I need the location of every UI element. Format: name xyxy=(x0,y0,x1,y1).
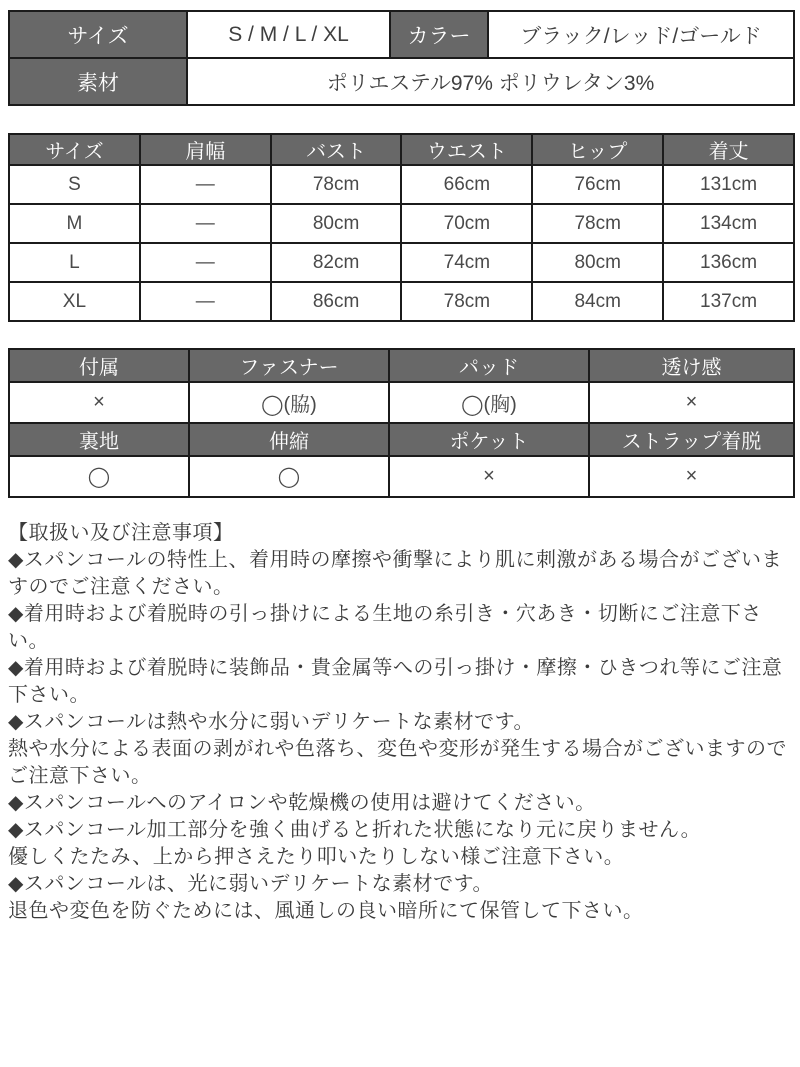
feature-header: ポケット xyxy=(389,423,589,456)
bust-cell: 80cm xyxy=(271,204,402,243)
spec-color-header: カラー xyxy=(390,11,488,58)
size-chart-col-header: ヒップ xyxy=(532,134,663,165)
table-row xyxy=(9,204,794,243)
spec-color-value: ブラック/レッド/ゴールド xyxy=(488,11,794,58)
waist-cell: 70cm xyxy=(401,204,532,243)
feature-value: × xyxy=(9,382,189,423)
hip-cell: 84cm xyxy=(532,282,663,321)
shoulder-cell: — xyxy=(140,282,271,321)
feature-header: ファスナー xyxy=(189,349,389,382)
care-note-line: ◆スパンコールは熱や水分に弱いデリケートな素材です。 xyxy=(8,711,534,733)
care-note-line: ◆着用時および着脱時に装飾品・貴金属等への引っ掛け・摩擦・ひきつれ等にご注意下さい。 xyxy=(8,657,783,706)
care-note-line: ◆スパンコールへのアイロンや乾燥機の使用は避けてください。 xyxy=(8,792,596,814)
shoulder-cell: — xyxy=(140,204,271,243)
waist-cell: 66cm xyxy=(401,165,532,204)
care-note-line: ◆スパンコールは、光に弱いデリケートな素材です。 xyxy=(8,873,493,895)
feature-value: × xyxy=(389,456,589,497)
hip-cell: 78cm xyxy=(532,204,663,243)
length-cell: 131cm xyxy=(663,165,794,204)
spec-material-value: ポリエステル97% ポリウレタン3% xyxy=(187,58,794,105)
length-cell: 134cm xyxy=(663,204,794,243)
feature-value: × xyxy=(589,456,794,497)
size-chart-col-header: ウエスト xyxy=(401,134,532,165)
feature-header: 裏地 xyxy=(9,423,189,456)
spec-size-header: サイズ xyxy=(9,11,187,58)
size-cell: M xyxy=(9,204,140,243)
size-cell: S xyxy=(9,165,140,204)
waist-cell: 74cm xyxy=(401,243,532,282)
feature-header: ストラップ着脱 xyxy=(589,423,794,456)
table-row xyxy=(9,11,794,58)
size-chart-table xyxy=(8,133,795,322)
waist-cell: 78cm xyxy=(401,282,532,321)
length-cell: 137cm xyxy=(663,282,794,321)
table-row xyxy=(9,456,794,497)
table-row xyxy=(9,165,794,204)
care-note-line: 退色や変色を防ぐためには、風通しの良い暗所にて保管して下さい。 xyxy=(8,900,644,922)
care-note-line: 熱や水分による表面の剥がれや色落ち、変色や変形が発生する場合がございますのでご注意下さい。 xyxy=(8,738,787,787)
shoulder-cell: — xyxy=(140,243,271,282)
feature-header: パッド xyxy=(389,349,589,382)
table-row xyxy=(9,382,794,423)
shoulder-cell: — xyxy=(140,165,271,204)
bust-cell: 82cm xyxy=(271,243,402,282)
spec-size-value: S / M / L / XL xyxy=(187,11,390,58)
feature-value: ◯(脇) xyxy=(189,382,389,423)
feature-value: × xyxy=(589,382,794,423)
size-chart-col-header: サイズ xyxy=(9,134,140,165)
spec-table xyxy=(8,10,795,106)
care-note-line: ◆スパンコールの特性上、着用時の摩擦や衝撃により肌に刺激がある場合がございますのでご注意ください。 xyxy=(8,549,782,598)
feature-header: 付属 xyxy=(9,349,189,382)
table-row xyxy=(9,243,794,282)
table-row xyxy=(9,58,794,105)
feature-value: ◯(胸) xyxy=(389,382,589,423)
length-cell: 136cm xyxy=(663,243,794,282)
size-cell: XL xyxy=(9,282,140,321)
size-chart-col-header: 着丈 xyxy=(663,134,794,165)
table-row xyxy=(9,282,794,321)
hip-cell: 80cm xyxy=(532,243,663,282)
bust-cell: 78cm xyxy=(271,165,402,204)
care-note-line: 優しくたたみ、上から押さえたり叩いたりしない様ご注意下さい。 xyxy=(8,846,625,868)
care-notes-title: 【取扱い及び注意事項】 xyxy=(8,522,234,544)
care-notes xyxy=(8,520,796,925)
care-note-line: ◆スパンコール加工部分を強く曲げると折れた状態になり元に戻りません。 xyxy=(8,819,702,841)
bust-cell: 86cm xyxy=(271,282,402,321)
spec-material-header: 素材 xyxy=(9,58,187,105)
features-table xyxy=(8,348,795,498)
size-chart-col-header: バスト xyxy=(271,134,402,165)
table-header-row xyxy=(9,349,794,382)
table-header-row xyxy=(9,134,794,165)
size-cell: L xyxy=(9,243,140,282)
table-header-row xyxy=(9,423,794,456)
feature-header: 伸縮 xyxy=(189,423,389,456)
care-note-line: ◆着用時および着脱時の引っ掛けによる生地の糸引き・穴あき・切断にご注意下さい。 xyxy=(8,603,762,652)
feature-value: ◯ xyxy=(189,456,389,497)
feature-header: 透け感 xyxy=(589,349,794,382)
hip-cell: 76cm xyxy=(532,165,663,204)
feature-value: ◯ xyxy=(9,456,189,497)
size-chart-col-header: 肩幅 xyxy=(140,134,271,165)
